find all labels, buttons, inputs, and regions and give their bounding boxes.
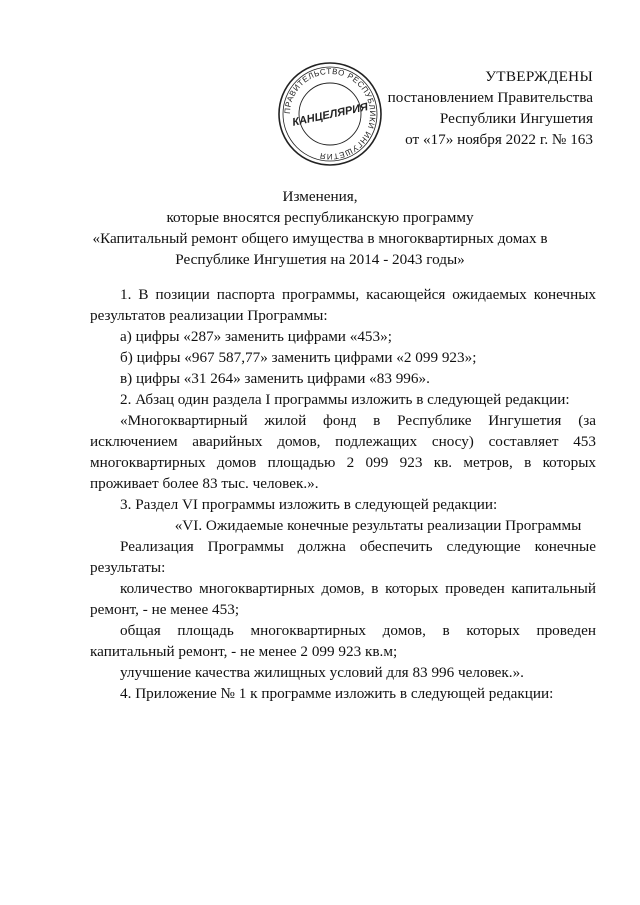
paragraph-4: 4. Приложение № 1 к программе изложить в следующей редакции: [120, 685, 554, 702]
stamp-center-text: КАНЦЕЛЯРИЯ [291, 101, 370, 129]
title-line-4: Республике Ингушетия на 2014 - 2043 годы» [175, 251, 465, 268]
paragraph-1: 1. В позиции паспорта программы, касающейся ожидаемых конечных результатов реализации Программы: [90, 286, 596, 324]
section-vi-heading: «VI. Ожидаемые конечные результаты реализации Программы [174, 517, 582, 534]
title-line-2: которые вносятся республиканскую программу [166, 209, 474, 226]
paragraph-results-intro: Реализация Программы должна обеспечить следующие конечные результаты: [90, 538, 596, 576]
document-title [60, 186, 580, 270]
document-body [90, 284, 596, 704]
paragraph-result-quality: улучшение качества жилищных условий для 83 996 человек.». [120, 664, 524, 681]
chancellery-stamp [276, 60, 384, 168]
paragraph-quote-housing: «Многоквартирный жилой фонд в Республике Ингушетия (за исключением аварийных домов, подлежащих сносу) составляет 453 многоквартирных домов площадью 2 099 923 кв. метров, в которых проживает более 83 тыс. человек.». [90, 412, 596, 492]
paragraph-result-area: общая площадь многоквартирных домов, в которых проведен капитальный ремонт, - не менее 2 099 923 кв.м; [90, 622, 596, 660]
paragraph-3: 3. Раздел VI программы изложить в следующей редакции: [120, 496, 498, 513]
paragraph-item-a: а) цифры «287» заменить цифрами «453»; [120, 328, 392, 345]
paragraph-item-c: в) цифры «31 264» заменить цифрами «83 996». [120, 370, 430, 387]
stamp-ring-text: ПРАВИТЕЛЬСТВО РЕСПУБЛИКИ ИНГУШЕТИЯ [282, 66, 378, 162]
title-line-3: «Капитальный ремонт общего имущества в многоквартирных домах в [92, 230, 548, 247]
approval-decree-line: постановлением Правительства [387, 89, 593, 106]
paragraph-result-count: количество многоквартирных домов, в которых проведен капитальный ремонт, - не менее 453; [90, 580, 596, 618]
title-line-1: Изменения, [282, 188, 358, 205]
approval-heading: УТВЕРЖДЕНЫ [485, 68, 593, 85]
approval-date-line: от «17» ноября 2022 г. № 163 [405, 131, 593, 148]
approval-block [388, 66, 593, 150]
approval-republic-line: Республики Ингушетия [439, 110, 593, 127]
paragraph-2: 2. Абзац один раздела I программы изложить в следующей редакции: [120, 391, 570, 408]
paragraph-item-b: б) цифры «967 587,77» заменить цифрами «2 099 923»; [120, 349, 477, 366]
